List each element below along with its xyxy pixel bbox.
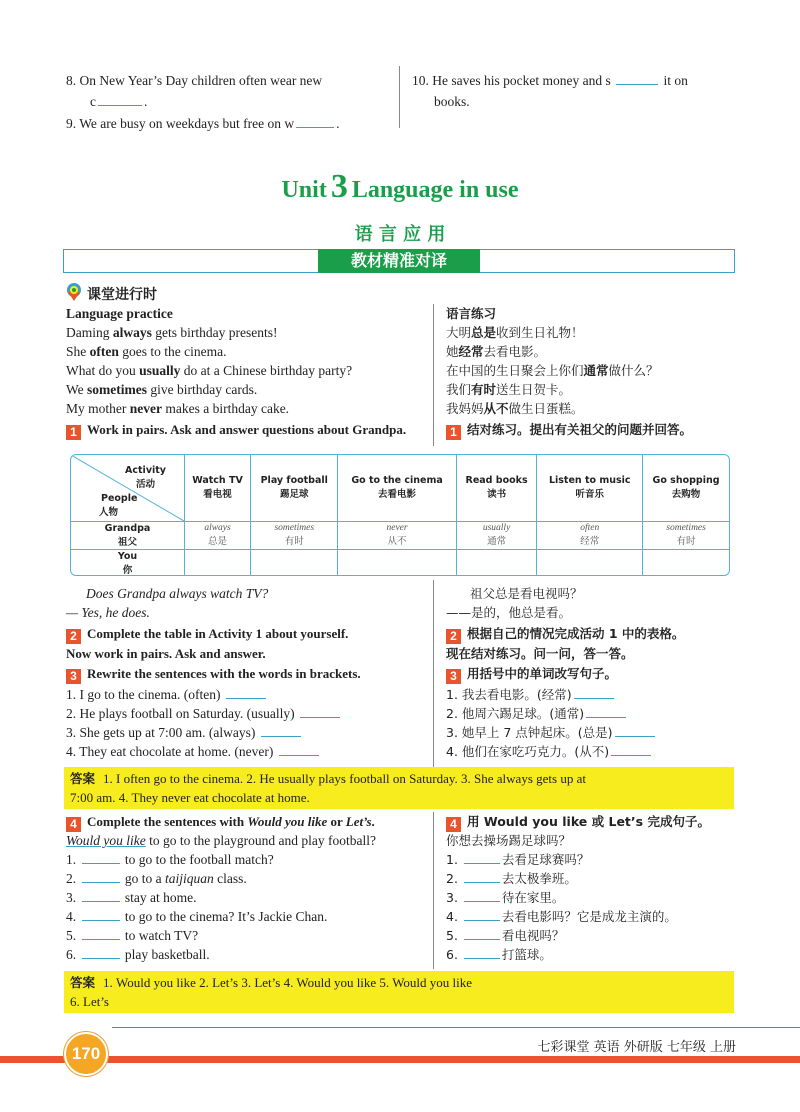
table-header: Read books 读书 — [456, 455, 537, 521]
exercise-item-cn: 1. 我去看电影。(经常) — [446, 686, 616, 704]
section-label: 课堂进行时 — [87, 287, 157, 303]
activity-3-instruction: 3 Rewrite the sentences with the words in brackets. — [66, 665, 361, 684]
answer-blank[interactable] — [586, 705, 626, 718]
answer-blank[interactable] — [464, 908, 500, 921]
answer-blank[interactable] — [82, 870, 120, 883]
table-cell: usually 通常 — [456, 521, 537, 549]
answer-blank[interactable] — [82, 927, 120, 940]
exercise-item-cn: 1. 去看足球赛吗？ — [446, 852, 590, 867]
practice-line-cn: 我们有时送生日贺卡。 — [446, 382, 572, 397]
example-sentence-cn: 你想去操场踢足球吗？ — [446, 833, 572, 848]
answer-blank[interactable] — [615, 724, 655, 737]
answer-blank[interactable] — [464, 870, 500, 883]
table-row-header: You 你 — [71, 549, 185, 576]
table-row — [71, 549, 729, 576]
answer-blank[interactable] — [464, 946, 500, 959]
practice-line: Daming always gets birthday presents! — [66, 325, 278, 340]
exercise-item: 1. to go to the football match? — [66, 852, 274, 867]
practice-line-cn: 大明总是收到生日礼物！ — [446, 325, 584, 340]
practice-line: My mother never makes a birthday cake. — [66, 401, 290, 416]
activity-2-instruction-2: Now work in pairs. Ask and answer. — [66, 646, 266, 661]
activity-table-frame — [70, 454, 730, 576]
exercise-item-cn: 5. 看电视吗？ — [446, 928, 565, 943]
exercise-item: 2. go to a taijiquan class. — [66, 871, 247, 886]
item-10-cont: books. — [434, 94, 470, 109]
activity-1-instruction-cn: 1 结对练习。提出有关祖父的问题并回答。 — [446, 421, 692, 440]
dialogue-answer-cn: ——是的，他总是看。 — [446, 605, 572, 620]
example-sentence: Would you like to go to the playground and play football? — [66, 833, 376, 848]
table-corner: Activity 活动 People 人物 — [71, 455, 185, 521]
dialogue-answer: — Yes, he does. — [66, 605, 150, 620]
item-10: 10. He saves his pocket money and s it on — [412, 73, 688, 88]
column-divider — [433, 304, 434, 446]
table-header: Watch TV 看电视 — [185, 455, 251, 521]
answer-blank[interactable] — [82, 851, 120, 864]
exercise-item-cn: 3. 她早上 7 点钟起床。(总是) — [446, 724, 657, 742]
answer-blank[interactable] — [226, 686, 266, 699]
exercise-item-cn: 4. 他们在家吃巧克力。(从不) — [446, 743, 653, 761]
exercise-item-cn: 4. 去看电影吗？它是成龙主演的。 — [446, 909, 677, 924]
exercise-item: 1. I go to the cinema. (often) — [66, 686, 268, 704]
table-cell: never 从不 — [338, 521, 456, 549]
exercise-item: 6. play basketball. — [66, 947, 210, 962]
page-number: 170 — [71, 1044, 101, 1063]
table-cell: sometimes 有时 — [643, 521, 729, 549]
item-8: 8. On New Year’s Day children often wear new — [66, 73, 323, 88]
answer-blank[interactable] — [82, 889, 120, 902]
table-cell-empty[interactable] — [643, 549, 729, 576]
table-cell-empty[interactable] — [185, 549, 251, 576]
table-cell: sometimes 有时 — [251, 521, 338, 549]
column-divider — [433, 812, 434, 969]
table-cell-empty[interactable] — [338, 549, 456, 576]
answer-blank[interactable] — [464, 851, 500, 864]
table-header: Listen to music 听音乐 — [537, 455, 643, 521]
answer-blank[interactable] — [611, 743, 651, 756]
footer-rule — [112, 1027, 800, 1028]
dialogue-question-cn: 祖父总是看电视吗？ — [470, 586, 583, 601]
footer-bar — [0, 1056, 800, 1063]
unit-title: Unit 3 Language in use — [281, 168, 519, 205]
blank[interactable] — [616, 72, 658, 85]
unit-subtitle: 语 言 应 用 — [354, 224, 446, 245]
table-header: Play football 踢足球 — [251, 455, 338, 521]
practice-line: She often goes to the cinema. — [66, 344, 227, 359]
item-9: 9. We are busy on weekdays but free on w . — [66, 116, 340, 131]
column-divider — [433, 580, 434, 767]
answer-blank[interactable] — [279, 743, 319, 756]
exercise-item: 4. They eat chocolate at home. (never) — [66, 743, 321, 761]
activity-2-instruction: 2 Complete the table in Activity 1 about yourself. — [66, 625, 348, 644]
exercise-item-cn: 2. 去太极拳班。 — [446, 871, 577, 886]
table-cell-empty[interactable] — [251, 549, 338, 576]
exercise-item-cn: 3. 待在家里。 — [446, 890, 565, 905]
dialogue-question: Does Grandpa always watch TV? — [86, 586, 269, 601]
table-cell: often 经常 — [537, 521, 643, 549]
practice-heading-en: Language practice — [66, 306, 173, 321]
answer-blank[interactable] — [464, 927, 500, 940]
practice-heading-cn: 语言练习 — [446, 306, 497, 321]
practice-line-cn: 在中国的生日聚会上你们通常做什么？ — [446, 363, 659, 378]
practice-line-cn: 我妈妈从不做生日蛋糕。 — [446, 401, 584, 416]
table-row-header: Grandpa 祖父 — [71, 521, 185, 549]
exercise-item: 2. He plays football on Saturday. (usually) — [66, 705, 342, 723]
activity-2-instruction-cn: 2 根据自己的情况完成活动 1 中的表格。 — [446, 625, 684, 644]
page-number-badge — [64, 1032, 108, 1076]
answer-blank[interactable] — [574, 686, 614, 699]
exercise-item: 5. to watch TV? — [66, 928, 199, 943]
table-cell-empty[interactable] — [456, 549, 537, 576]
activity-2-instruction-cn-2: 现在结对练习。问一问，答一答。 — [446, 646, 634, 661]
table-row — [71, 521, 729, 549]
blank[interactable] — [296, 115, 334, 128]
table-cell-empty[interactable] — [537, 549, 643, 576]
answer-blank[interactable] — [464, 889, 500, 902]
table-cell: always 总是 — [185, 521, 251, 549]
activity-table — [71, 455, 729, 576]
activity-4-instruction-cn: 4 用 Would you like 或 Let’s 完成句子。 — [446, 813, 710, 832]
answer-blank[interactable] — [82, 946, 120, 959]
practice-line: What do you usually do at a Chinese birthday party? — [66, 363, 353, 378]
activity-3-instruction-cn: 3 用括号中的单词改写句子。 — [446, 665, 617, 684]
answer-box: 答案 1. Would you like 2. Let’s 3. Let’s 4. Would you like 5. Would you like 6. Let’s — [64, 971, 734, 1013]
item-8-cont: c . — [90, 94, 148, 109]
answer-blank[interactable] — [300, 705, 340, 718]
exercise-item-cn: 6. 打篮球。 — [446, 947, 552, 962]
exercise-item: 3. She gets up at 7:00 am. (always) — [66, 724, 303, 742]
blank[interactable] — [98, 93, 142, 106]
activity-1-instruction: 1 Work in pairs. Ask and answer questions about Grandpa. — [66, 421, 406, 440]
column-divider-top — [399, 66, 400, 128]
location-pin-icon — [64, 282, 84, 302]
book-title: 七彩课堂 英语 外研版 七年级 上册 — [500, 1036, 736, 1055]
answer-box: 答案 1. I often go to the cinema. 2. He usually plays football on Saturday. 3. She always gets up at 7:00 am. 4. They never eat chocolate at home. — [64, 767, 734, 809]
practice-line: We sometimes give birthday cards. — [66, 382, 258, 397]
section-banner: 教材精准对译 — [318, 249, 480, 273]
exercise-item-cn: 2. 他周六踢足球。(通常) — [446, 705, 628, 723]
table-header: Go shopping 去购物 — [643, 455, 729, 521]
practice-line-cn: 她经常去看电影。 — [446, 344, 547, 359]
exercise-item: 3. stay at home. — [66, 890, 197, 905]
exercise-item: 4. to go to the cinema? It’s Jackie Chan. — [66, 909, 328, 924]
answer-blank[interactable] — [261, 724, 301, 737]
answer-blank[interactable] — [82, 908, 120, 921]
activity-4-instruction: 4 Complete the sentences with Would you like or Let’s. — [66, 813, 375, 832]
table-header: Go to the cinema 去看电影 — [338, 455, 456, 521]
